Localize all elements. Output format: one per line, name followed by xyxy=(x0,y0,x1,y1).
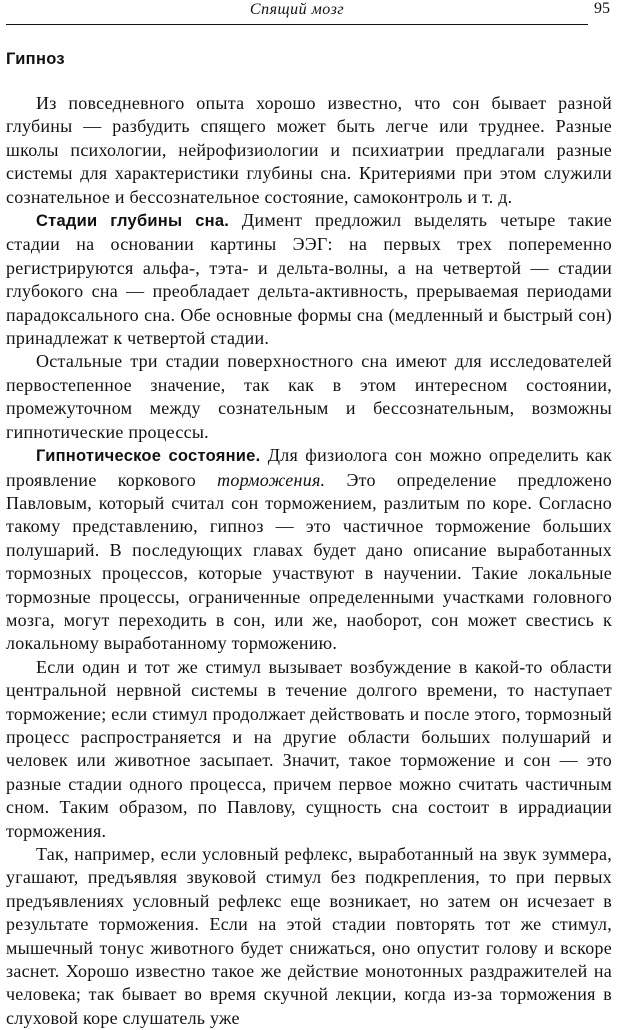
paragraph-5: Если один и тот же стимул вызывает возбуждение в какой-то области центральной нервной системы в течение долгого времени, то наступает торможение; если стимул продолжает действовать и после этого, тормозный процесс распространяется и на другие области больших полушарий и человек или животное засыпает. Значит, такое торможение и сон — это разные стадии одного процесса, причем первое можно считать частичным сном. Таким образом, по Павлову, сущность сна состоит в иррадиации торможения. xyxy=(6,656,612,841)
paragraph-4 xyxy=(6,444,612,656)
paragraph-2 xyxy=(6,209,612,350)
paragraph-1: Из повседневного опыта хорошо известно, что сон бывает разной глубины — разбудить спящего может быть легче или труднее. Разные школы психологии, нейрофизиологии и психиатрии предлагали разные системы для характеристики глубины сна. Критериями при этом служили сознательное и бессознательное состояние, самоконтроль и т. д. xyxy=(6,93,612,207)
paragraph-4-emphasis: торможения. xyxy=(217,469,326,490)
paragraph-4-text-a: Для физиолога сон можно определить как проявление коркового xyxy=(6,445,612,490)
running-title: Спящий мозг xyxy=(249,1,345,18)
paragraph-6: Так, например, если условный рефлекс, выработанный на звук зуммера, угашают, предъявляя звуковой стимул без подкрепления, то при первых предъявлениях условный рефлекс еще возникает, но затем он исчезает в результате торможения. Если на этой стадии повторять тот же стимул, мышечный тонус животного будет снижаться, оно опустит голову и вскоре заснет. Хорошо известно такое же действие монотонных раздражителей на человека; так бывает во время скучной лекции, когда из-за торможения в слуховой коре слушатель уже xyxy=(6,844,612,1028)
paragraph-4-text-b: Это определение предложено Павловым, который считал сон торможением, разлитым по коре. Согласно такому представлению, гипноз — это частичное торможение больших полушарий. В последующих главах будет дано описание выработанных тормозных процессов, которые участвуют в научении. Такие локальные тормозные процессы, ограниченные определенными участками головного мозга, могут переходить в сон, или же, наоборот, сон может свестись к локальному выработанному торможению. xyxy=(6,469,612,654)
running-header xyxy=(6,0,610,25)
body-text xyxy=(6,92,612,1030)
paragraph-lead-sleep-stages: Стадии глубины сна. xyxy=(36,212,230,231)
page-number: 95 xyxy=(594,0,610,17)
paragraph-lead-hypnotic-state: Гипнотическое состояние. xyxy=(36,447,261,466)
paragraph-2-text: Димент предложил выделять четыре такие стадии на основании картины ЭЭГ: на первых трех попеременно регистрируются альфа-, тэта- и дельта-волны, а на четвертой — стадии глубокого сна — преобладает дельта-активность, прерываемая периодами парадоксального сна. Обе основные формы сна (медленный и быстрый сон) принадлежат к четвертой стадии. xyxy=(6,210,612,349)
section-heading: Гипноз xyxy=(6,50,65,68)
paragraph-3: Остальные три стадии поверхностного сна имеют для исследователей первостепенное значение, так как в этом интересном состоянии, промежуточном между сознательным и бессознательным, возможны гипнотические процессы. xyxy=(6,351,612,442)
